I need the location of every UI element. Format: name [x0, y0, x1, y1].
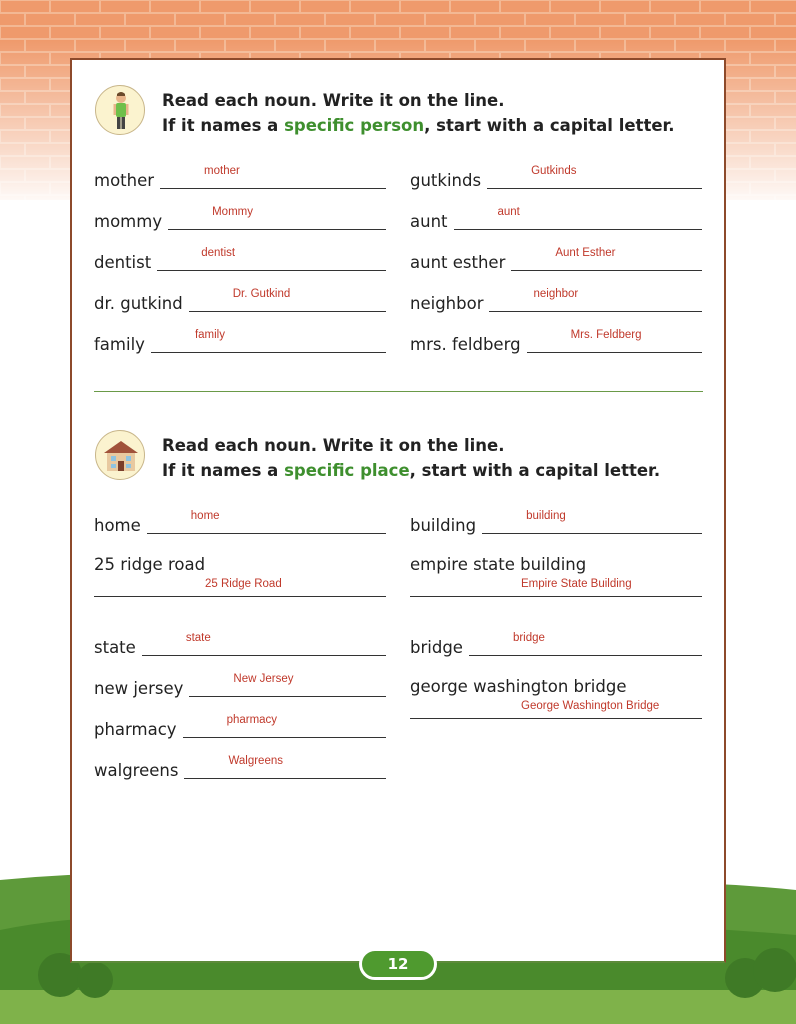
answer-text: Gutkinds	[531, 165, 577, 177]
answer-line[interactable]	[487, 188, 702, 189]
noun-word: state	[94, 638, 136, 657]
exercise-row	[410, 510, 702, 536]
answer-line[interactable]	[157, 270, 386, 271]
noun-word: walgreens	[94, 761, 179, 780]
noun-word: aunt	[410, 212, 448, 231]
noun-word: new jersey	[94, 679, 184, 698]
answer-text: bridge	[512, 632, 545, 644]
exercise-row	[410, 673, 702, 733]
answer-text: Mrs. Feldberg	[570, 329, 642, 341]
answer-line[interactable]	[168, 229, 386, 230]
section2-instructions	[162, 433, 660, 483]
noun-word: mother	[94, 171, 155, 190]
noun-word: bridge	[410, 638, 463, 657]
exercise-row	[410, 165, 702, 191]
answer-line[interactable]	[482, 533, 702, 534]
exercise-row	[94, 673, 386, 699]
answer-text: Mommy	[212, 206, 253, 218]
answer-text: aunt	[497, 206, 520, 218]
instruction-line-2: If it names a specific place, start with a capital letter.	[162, 461, 661, 480]
answer-text: neighbor	[533, 288, 579, 300]
answer-text: building	[526, 510, 566, 522]
exercise-row	[94, 755, 386, 781]
page-number: 12	[359, 948, 437, 980]
answer-line[interactable]	[183, 737, 386, 738]
exercise-row	[410, 247, 702, 273]
noun-word: gutkinds	[410, 171, 482, 190]
exercise-row	[410, 206, 702, 232]
answer-line[interactable]	[454, 229, 703, 230]
answer-line[interactable]	[469, 655, 702, 656]
answer-text: state	[185, 632, 211, 644]
exercise-row	[94, 510, 386, 536]
answer-line[interactable]	[410, 596, 702, 597]
answer-text: Walgreens	[228, 755, 283, 767]
answer-line[interactable]	[410, 718, 702, 719]
exercise-row	[94, 247, 386, 273]
answer-line[interactable]	[189, 696, 386, 697]
answer-text: dentist	[201, 247, 236, 259]
noun-word: mommy	[94, 212, 163, 231]
instruction-line-2: If it names a specific person, start with a capital letter.	[162, 116, 675, 135]
section-divider	[94, 391, 703, 392]
noun-word: neighbor	[410, 294, 484, 313]
exercise-row	[94, 632, 386, 658]
section1-instructions	[162, 88, 675, 138]
noun-word: pharmacy	[94, 720, 177, 739]
answer-line[interactable]	[184, 778, 386, 779]
instruction-line-1: Read each noun. Write it on the line.	[162, 91, 505, 110]
exercise-row	[94, 714, 386, 740]
answer-line[interactable]	[142, 655, 386, 656]
answer-text: Dr. Gutkind	[232, 288, 291, 300]
exercise-row	[94, 165, 386, 191]
answer-text: family	[194, 329, 225, 341]
answer-line[interactable]	[489, 311, 702, 312]
answer-line[interactable]	[189, 311, 386, 312]
instruction-line-1: Read each noun. Write it on the line.	[162, 436, 505, 455]
answer-line[interactable]	[94, 596, 386, 597]
exercise-row	[410, 632, 702, 658]
noun-word: mrs. feldberg	[410, 335, 521, 354]
noun-word: george washington bridge	[410, 677, 627, 696]
answer-text: mother	[204, 165, 240, 177]
answer-line[interactable]	[511, 270, 702, 271]
answer-text: Empire State Building	[521, 578, 632, 590]
house-icon	[95, 430, 145, 480]
answer-text: home	[190, 510, 220, 522]
exercise-row	[410, 551, 702, 611]
answer-text: Aunt Esther	[555, 247, 616, 259]
noun-word: 25 ridge road	[94, 555, 206, 574]
answer-text: George Washington Bridge	[521, 700, 660, 712]
exercise-row	[94, 288, 386, 314]
noun-word: empire state building	[410, 555, 587, 574]
noun-word: dentist	[94, 253, 152, 272]
answer-line[interactable]	[160, 188, 386, 189]
noun-word: aunt esther	[410, 253, 506, 272]
highlight-text: specific place	[284, 461, 410, 480]
exercise-row	[94, 551, 386, 611]
answer-text: 25 Ridge Road	[205, 578, 282, 590]
answer-line[interactable]	[527, 352, 702, 353]
noun-word: dr. gutkind	[94, 294, 183, 313]
answer-line[interactable]	[151, 352, 386, 353]
answer-line[interactable]	[147, 533, 386, 534]
exercise-row	[94, 206, 386, 232]
exercise-row	[410, 329, 702, 355]
noun-word: family	[94, 335, 145, 354]
answer-text: New Jersey	[233, 673, 294, 685]
highlight-text: specific person	[284, 116, 425, 135]
person-icon	[95, 85, 145, 135]
noun-word: building	[410, 516, 477, 535]
answer-text: pharmacy	[226, 714, 278, 726]
exercise-row	[410, 288, 702, 314]
exercise-row	[94, 329, 386, 355]
noun-word: home	[94, 516, 141, 535]
